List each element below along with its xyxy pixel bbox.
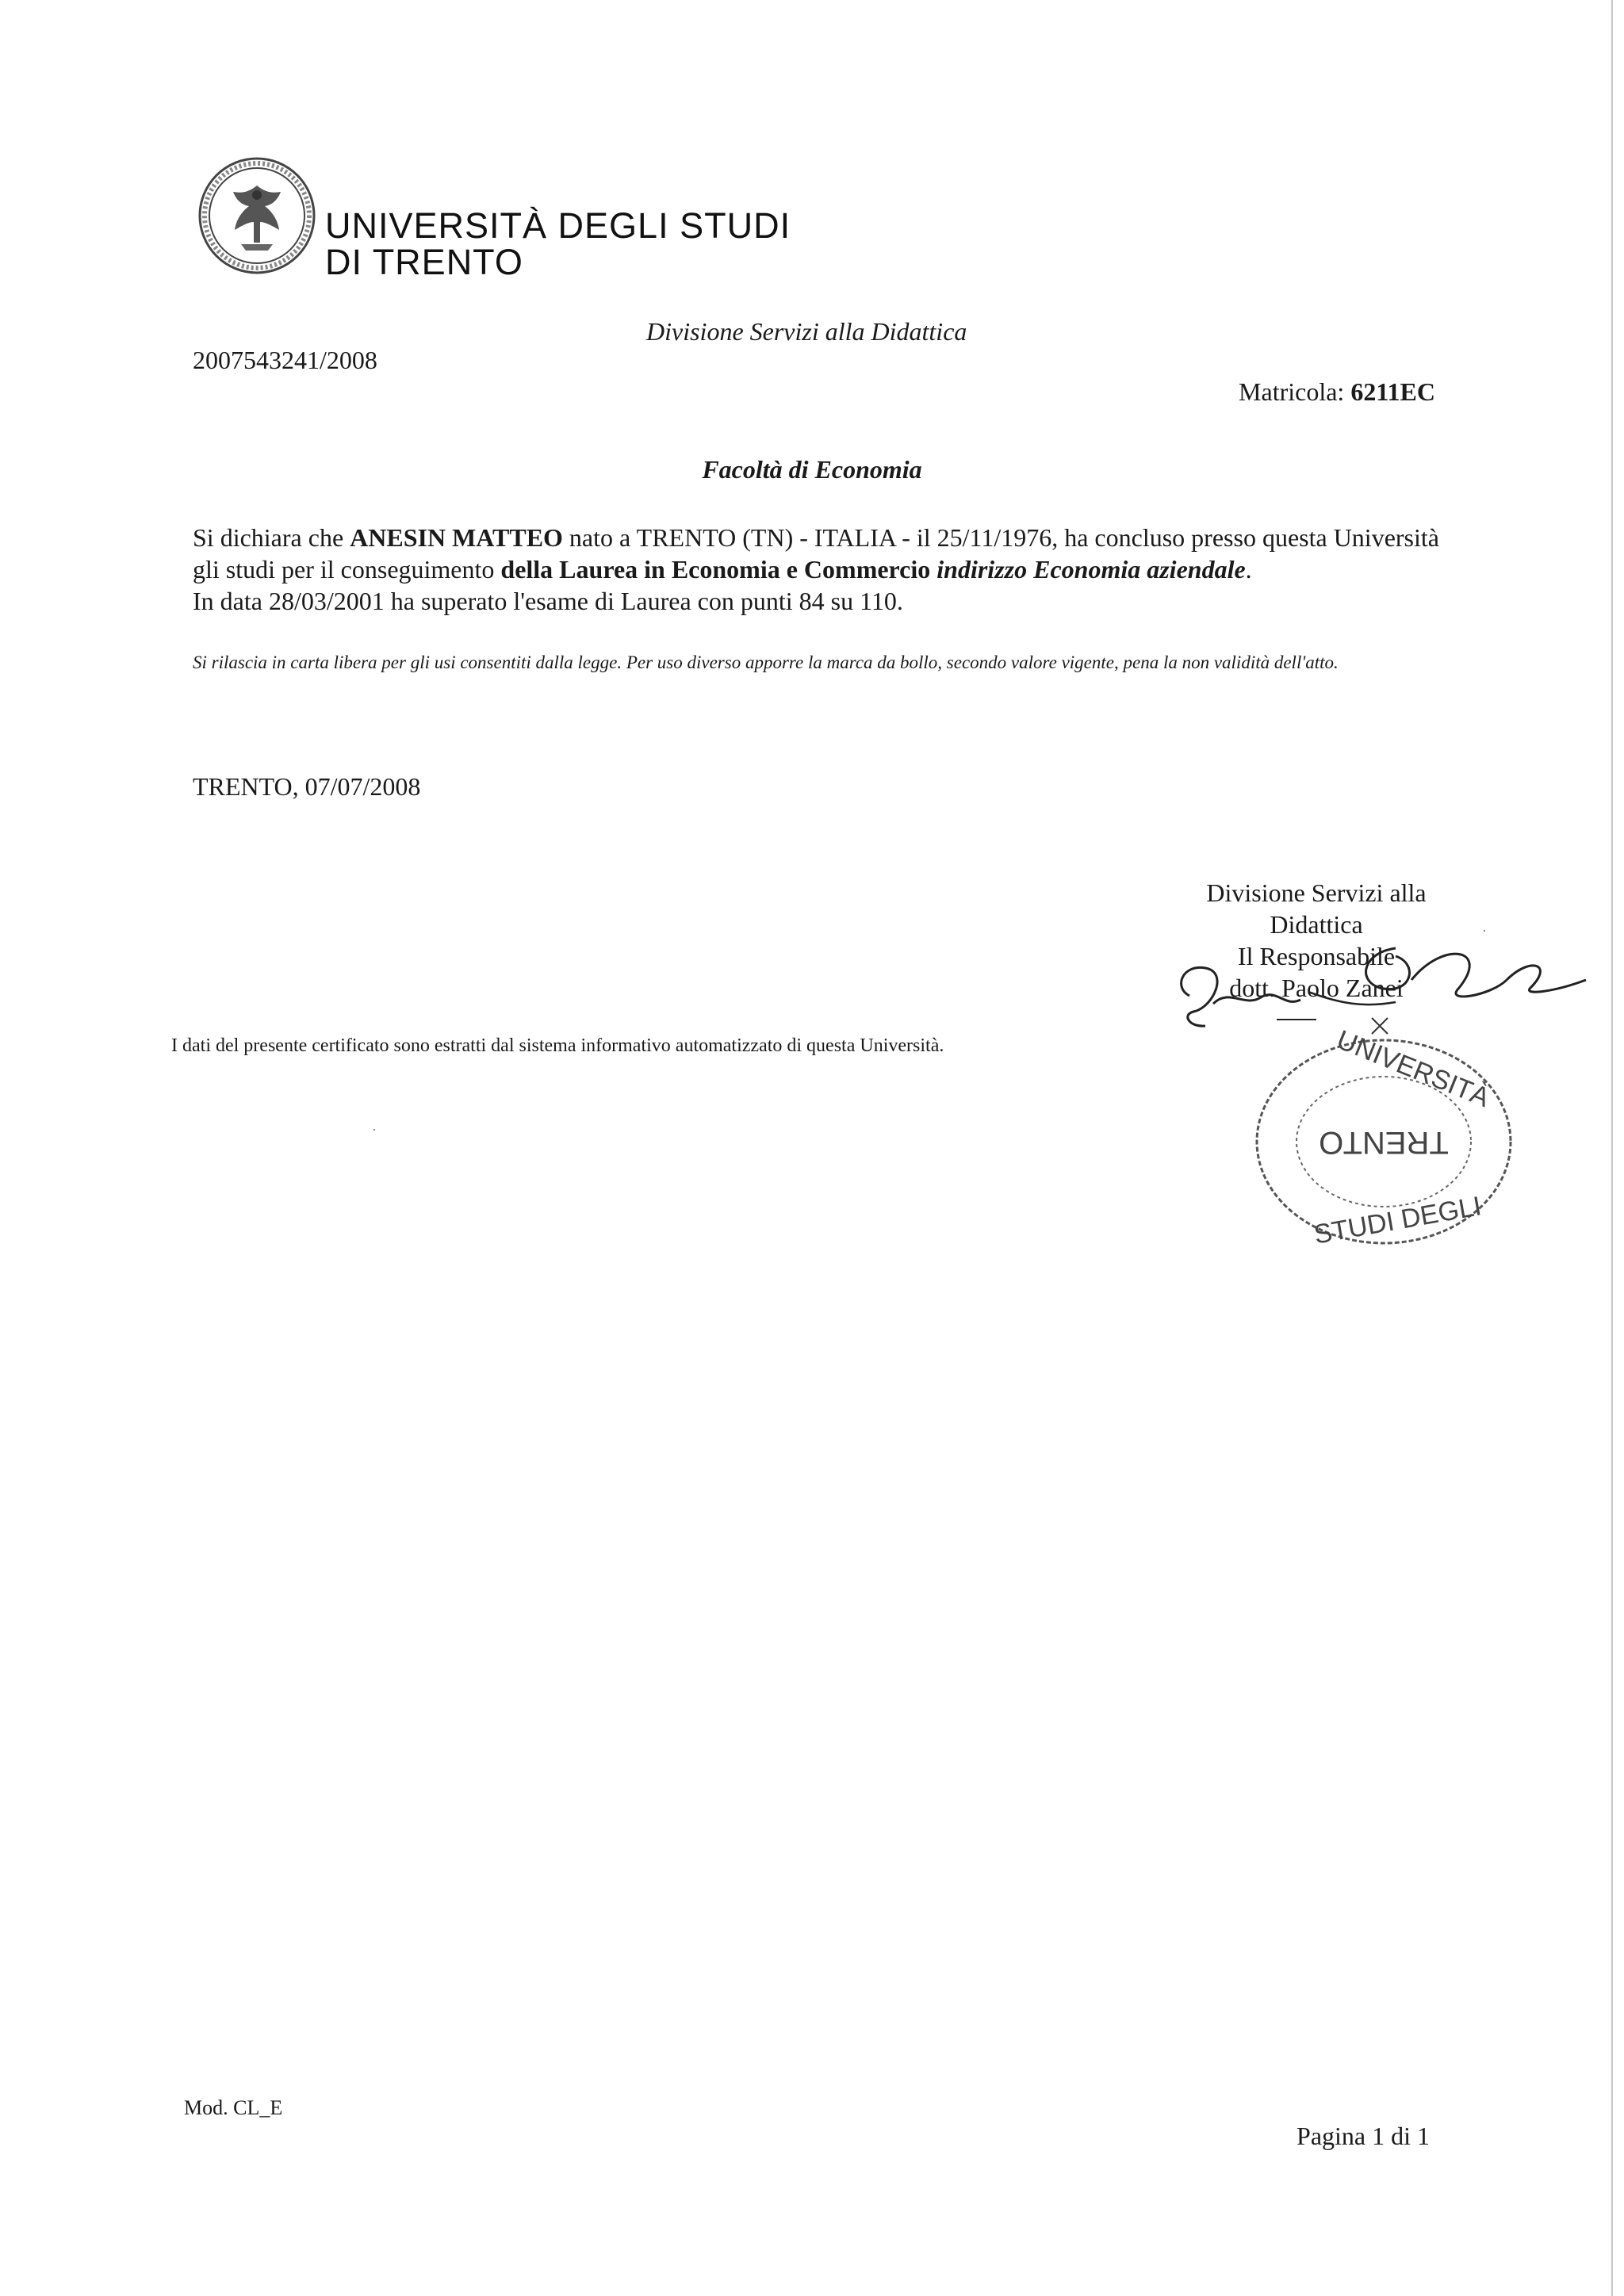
- university-name-line2: DI TRENTO: [325, 242, 523, 282]
- degree-track: indirizzo Economia aziendale: [936, 555, 1246, 584]
- stamp-bottom-text: STUDI DEGLI: [1312, 1191, 1484, 1250]
- division-heading: Divisione Servizi alla Didattica: [646, 317, 967, 346]
- scan-speck: [373, 1129, 375, 1131]
- exam-result: In data 28/03/2001 ha superato l'esame di Laurea con punti 84 su 110.: [193, 587, 903, 615]
- matricola: [1239, 377, 1435, 407]
- matricola-label: Matricola:: [1239, 377, 1345, 406]
- student-name: ANESIN MATTEO: [350, 523, 563, 552]
- data-source-note: I dati del presente certificato sono estratti dal sistema informativo automatizzato di questa Università.: [171, 1035, 944, 1056]
- scan-edge-line: [1611, 0, 1613, 2296]
- legal-notice: Si rilascia in carta libera per gli usi consentiti dalla legge. Per uso diverso apporre la marca da bollo, secondo valore vigente, pena la non validità dell'atto.: [193, 652, 1339, 672]
- page-number: Pagina 1 di 1: [1297, 2122, 1430, 2150]
- form-model-code: Mod. CL_E: [184, 2096, 283, 2119]
- scan-speck: [1484, 930, 1485, 932]
- place-date: TRENTO, 07/07/2008: [193, 772, 421, 801]
- university-seal-icon: [197, 155, 317, 276]
- signatory-line3: Il Responsabile: [1237, 942, 1396, 970]
- university-stamp: [1245, 1023, 1522, 1253]
- declaration-period: .: [1245, 555, 1252, 584]
- degree-name: della Laurea in Economia e Commercio: [500, 555, 931, 584]
- signatory-line1: Divisione Servizi alla: [1206, 878, 1427, 907]
- signatory-line4: dott. Paolo Zanei: [1229, 974, 1404, 1002]
- university-name: [325, 205, 791, 282]
- faculty-title: Facoltà di Economia: [702, 455, 922, 484]
- stamp-top-text: UNIVERSITÀ: [1332, 1024, 1494, 1114]
- university-name-line1: UNIVERSITÀ DEGLI STUDI: [325, 205, 791, 246]
- stamp-center-text: TRENTO: [1319, 1125, 1449, 1160]
- declaration-birth: nato a TRENTO (TN) - ITALIA - il 25/11/1976, ha concluso presso questa Università gli studi per il conseguimento: [193, 523, 1439, 584]
- declaration-paragraph: [193, 522, 1446, 617]
- protocol-number: 2007543241/2008: [193, 346, 377, 374]
- signatory-line2: Didattica: [1270, 910, 1363, 939]
- declaration-intro: Si dichiara che: [193, 523, 350, 552]
- matricola-value: 6211EC: [1350, 377, 1435, 406]
